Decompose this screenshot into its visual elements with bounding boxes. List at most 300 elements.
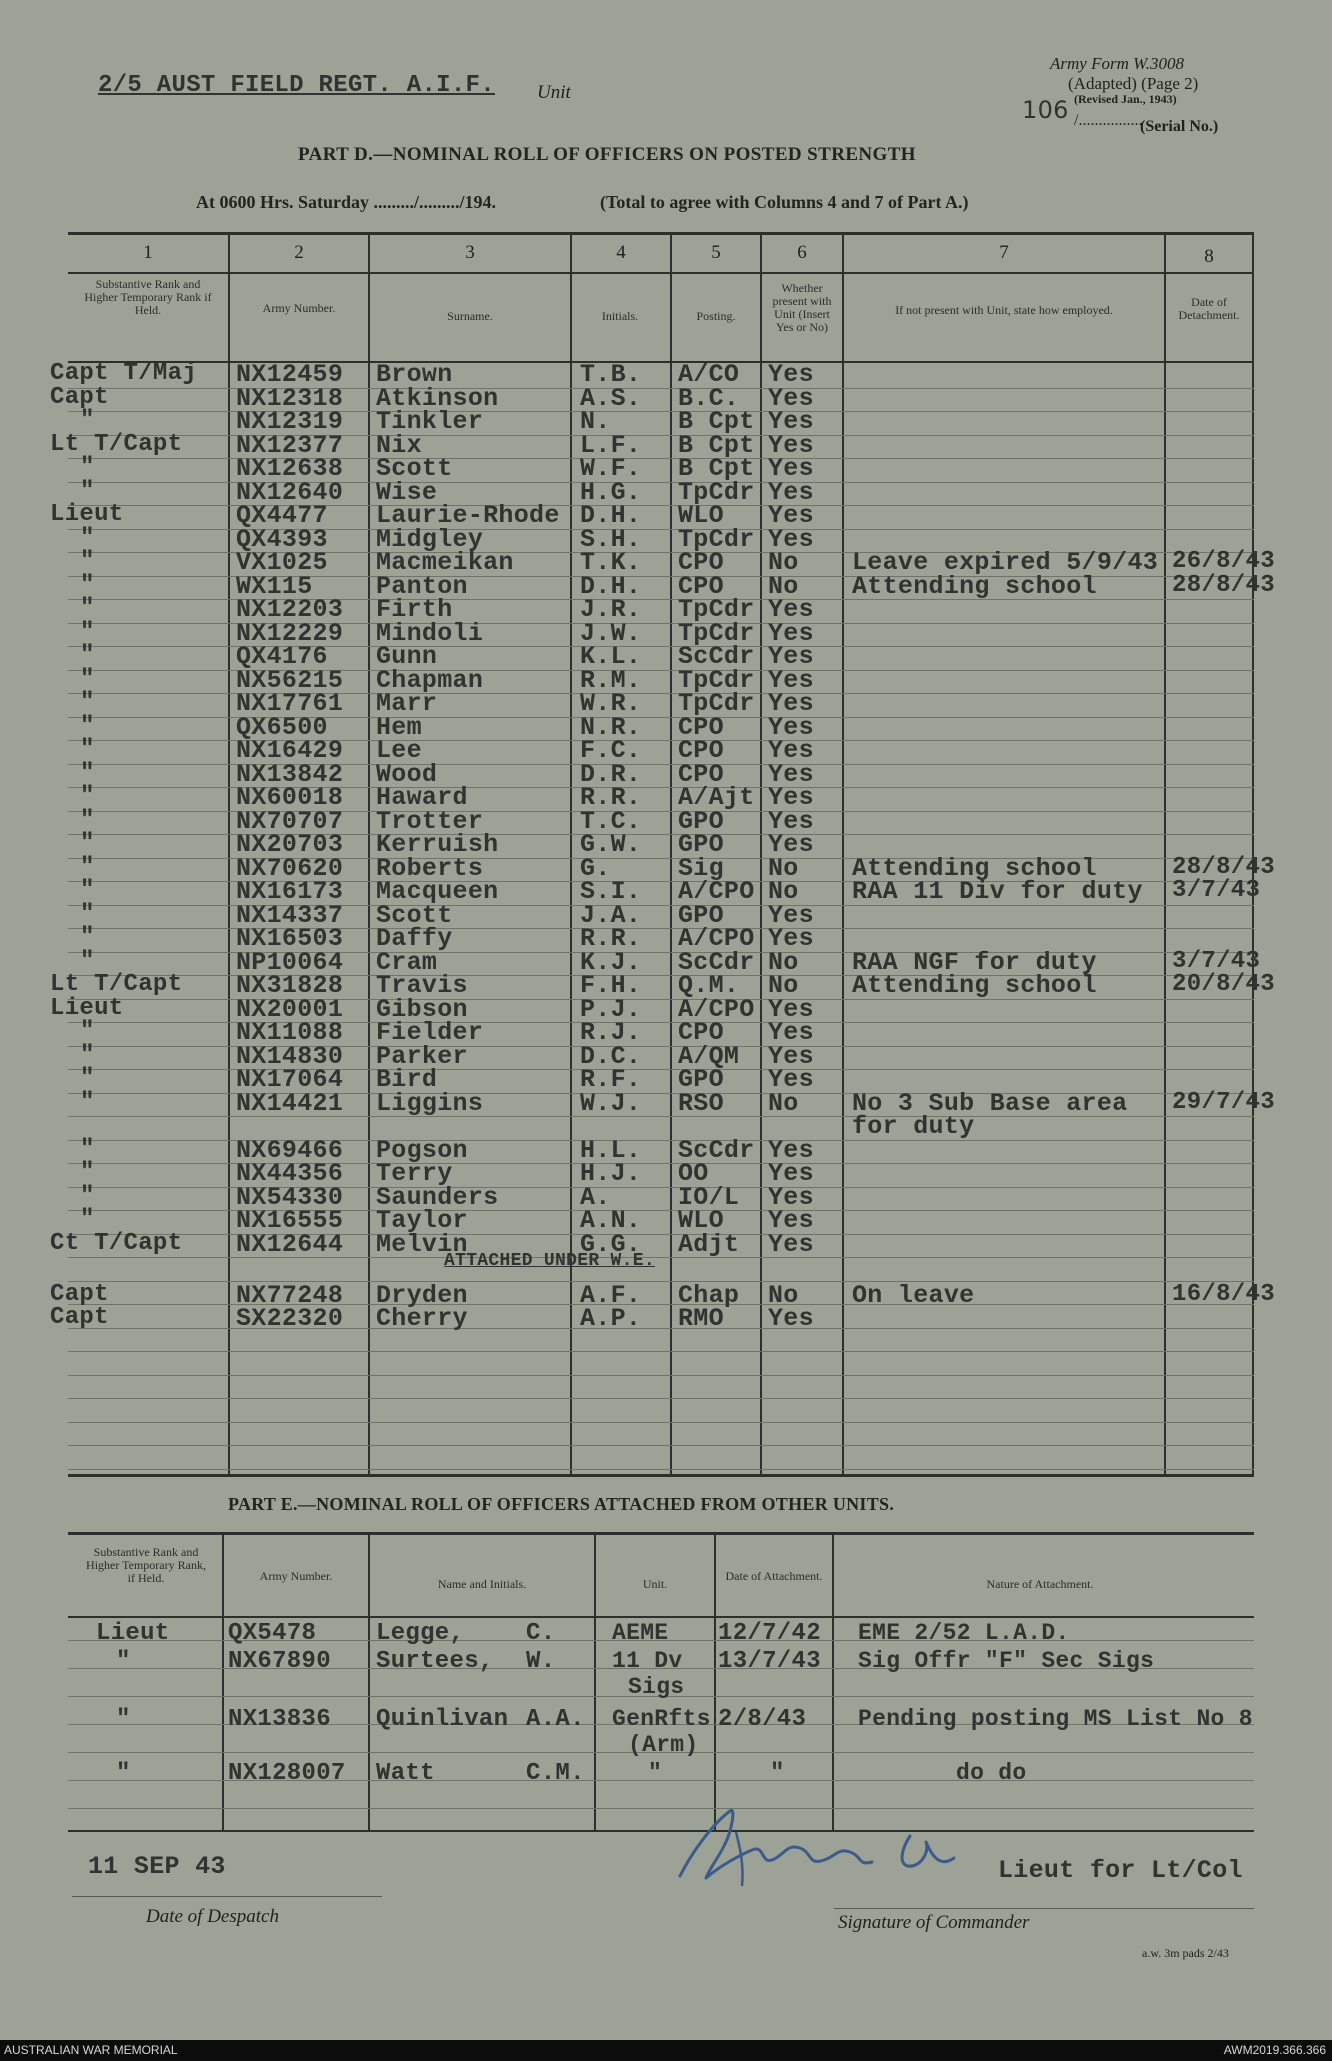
army-number-cell: QX5478 — [228, 1620, 317, 1647]
present-cell: No — [768, 548, 799, 577]
posting-cell: IO/L — [678, 1182, 740, 1212]
rank-cell: Lt T/Capt — [50, 971, 183, 998]
detachment-date-cell: 28/8/43 — [1172, 571, 1275, 599]
present-cell: Yes — [768, 1018, 814, 1047]
rank-cell: " — [80, 477, 95, 505]
initials-cell: J.W. — [580, 618, 642, 648]
col-number-1: 1 — [143, 242, 153, 263]
initials-cell: W.J. — [580, 1088, 642, 1118]
detachment-date-cell: 16/8/43 — [1172, 1280, 1275, 1308]
rank-cell: " — [80, 1182, 95, 1210]
surname-cell: Nix — [376, 430, 422, 460]
army-number-cell: QX4176 — [236, 642, 328, 671]
surname-cell: Panton — [376, 571, 468, 601]
unit-cell: AEME — [612, 1620, 669, 1646]
initials-cell: R.R. — [580, 924, 642, 953]
e-header-rank: Substantive Rank and Higher Temporary Rank, if Held. — [86, 1545, 206, 1585]
army-number-cell: NX54330 — [236, 1182, 344, 1212]
rank-cell: Ct T/Capt — [50, 1229, 183, 1257]
present-cell: Yes — [768, 1206, 814, 1235]
present-cell: Yes — [768, 665, 814, 695]
army-number-cell: NX12203 — [236, 595, 344, 624]
rank-cell: Lt T/Capt — [50, 430, 183, 458]
army-number-cell: NX31828 — [236, 971, 344, 1000]
initials-cell: R.M. — [580, 665, 642, 695]
posting-cell: OO — [678, 1159, 709, 1188]
rank-cell: " — [80, 806, 95, 834]
army-number-cell: NX16173 — [236, 877, 344, 906]
posting-cell: A/CPO — [678, 924, 755, 953]
attached-under-label: ATTACHED UNDER W.E. — [444, 1251, 655, 1271]
surname-cell: Tinkler — [376, 407, 484, 436]
present-cell: Yes — [768, 501, 814, 530]
total-line: (Total to agree with Columns 4 and 7 of Part A.) — [600, 192, 969, 212]
rank-cell: " — [80, 689, 95, 716]
initials-cell: W.R. — [580, 689, 642, 718]
present-cell: Yes — [768, 759, 814, 789]
army-number-cell: NX12459 — [236, 360, 344, 389]
initials-cell: J.A. — [580, 900, 642, 930]
rank-cell: " — [80, 665, 95, 693]
initials-cell: F.C. — [580, 736, 642, 765]
army-number-cell: NX14830 — [236, 1041, 344, 1071]
army-number-cell: NX17064 — [236, 1065, 344, 1094]
army-number-cell: NX12318 — [236, 383, 344, 413]
rank-cell: " — [80, 548, 95, 575]
posting-cell: A/CPO — [678, 994, 755, 1024]
rank-cell: " — [80, 1135, 95, 1163]
surname-cell: Cherry — [376, 1304, 468, 1333]
name-cell: Watt — [376, 1760, 435, 1787]
rank-cell: " — [80, 712, 95, 740]
surname-cell: Taylor — [376, 1206, 468, 1235]
army-number-cell: NX12229 — [236, 618, 344, 648]
rank-cell: " — [80, 783, 95, 810]
initials-cell: H.J. — [580, 1159, 642, 1188]
present-cell: No — [768, 877, 799, 906]
initials-cell: J.R. — [580, 595, 642, 624]
detachment-date-cell: 29/7/43 — [1172, 1088, 1275, 1116]
present-cell: Yes — [768, 1159, 814, 1188]
unit-cell: 11 Dv — [612, 1648, 683, 1674]
army-number-cell: NX13842 — [236, 759, 344, 789]
rank-cell: Capt — [50, 1304, 109, 1331]
e-header-nature: Nature of Attachment. — [986, 1577, 1094, 1591]
employment-cell: RAA 11 Div for duty — [852, 877, 1143, 906]
initials-cell: G.G. — [580, 1229, 642, 1259]
initials-cell: R.J. — [580, 1018, 642, 1047]
posting-cell: A/CO — [678, 360, 740, 389]
surname-cell: Terry — [376, 1159, 453, 1188]
nature-cell: Pending posting MS List No 8 — [858, 1706, 1253, 1732]
surname-cell: Firth — [376, 595, 453, 624]
surname-cell: Marr — [376, 689, 438, 718]
army-number-cell: NX67890 — [228, 1648, 331, 1675]
header-detachment-date: Date of Detachment. — [1178, 295, 1240, 322]
present-cell: Yes — [768, 806, 814, 836]
rank-cell: " — [80, 454, 95, 481]
posting-cell: CPO — [678, 736, 724, 765]
initials-cell: G. — [580, 853, 611, 883]
attachment-date-cell: " — [770, 1760, 785, 1787]
army-number-cell: NX20001 — [236, 994, 344, 1024]
rank-cell: Lieut — [50, 501, 124, 528]
initials-cell: D.C. — [580, 1041, 642, 1071]
posting-cell: B Cpt — [678, 407, 755, 436]
rank-cell: " — [80, 1088, 95, 1116]
posting-cell: A/CPO — [678, 877, 755, 906]
army-number-cell: NX77248 — [236, 1280, 344, 1310]
initials-cell: T.C. — [580, 806, 642, 836]
present-cell: Yes — [768, 1304, 814, 1333]
rank-cell: " — [80, 1159, 95, 1186]
header-employment: If not present with Unit, state how employed. — [895, 303, 1113, 317]
present-cell: Yes — [768, 407, 814, 436]
archive-right: AWM2019.366.366 — [1223, 2043, 1326, 2057]
detachment-date-cell: 26/8/43 — [1172, 548, 1275, 575]
rank-cell: Lieut — [96, 1620, 170, 1647]
detachment-date-cell: 20/8/43 — [1172, 971, 1275, 998]
surname-cell: Travis — [376, 971, 468, 1000]
surname-cell: Daffy — [376, 924, 453, 953]
col-number-8: 8 — [1204, 246, 1214, 267]
present-cell: Yes — [768, 736, 814, 765]
surname-cell: Brown — [376, 360, 453, 389]
header-posting: Posting. — [696, 309, 736, 323]
initials-cell: K.J. — [580, 947, 642, 977]
posting-cell: TpCdr — [678, 665, 755, 695]
detachment-date-cell: 28/8/43 — [1172, 853, 1275, 881]
army-number-cell: NX56215 — [236, 665, 344, 695]
present-cell: Yes — [768, 783, 814, 812]
initials-cell: H.G. — [580, 477, 642, 507]
posting-cell: CPO — [678, 548, 724, 577]
employment-cell: No 3 Sub Base area — [852, 1088, 1128, 1118]
surname-cell: Macmeikan — [376, 548, 514, 577]
surname-cell: Pogson — [376, 1135, 468, 1165]
surname-cell: Gibson — [376, 994, 468, 1024]
surname-cell: Atkinson — [376, 383, 499, 413]
initials-cell: D.H. — [580, 501, 642, 530]
army-number-cell: NX70707 — [236, 806, 344, 836]
posting-cell: B Cpt — [678, 430, 755, 460]
present-cell: Yes — [768, 360, 814, 389]
at-line: At 0600 Hrs. Saturday ........./........./194. — [196, 192, 497, 212]
e-header-unit: Unit. — [642, 1577, 668, 1591]
present-cell: Yes — [768, 994, 814, 1024]
unit-cell-line2: Sigs — [628, 1674, 685, 1700]
rank-cell: " — [80, 1041, 95, 1069]
col-number-3: 3 — [465, 242, 475, 263]
posting-cell: B Cpt — [678, 454, 755, 483]
employment-cell: Attending school — [852, 571, 1097, 601]
posting-cell: A/Ajt — [678, 783, 755, 812]
initials-cell: N. — [580, 407, 611, 436]
present-cell: Yes — [768, 430, 814, 460]
initials-cell: D.R. — [580, 759, 642, 789]
army-number-cell: NX14337 — [236, 900, 344, 930]
surname-cell: Kerruish — [376, 830, 499, 859]
present-cell: No — [768, 853, 799, 883]
rank-cell: " — [116, 1648, 131, 1675]
adapted-label: (Adapted) (Page 2) — [1068, 74, 1199, 93]
army-number-cell: NX14421 — [236, 1088, 344, 1118]
posting-cell: B.C. — [678, 383, 740, 413]
signature-typed: Lieut for Lt/Col — [998, 1856, 1243, 1885]
initials-cell: T.B. — [580, 360, 642, 389]
name-cell: Quinlivan — [376, 1706, 509, 1733]
present-cell: Yes — [768, 712, 814, 742]
rank-cell: " — [80, 642, 95, 669]
rank-cell: Capt T/Maj — [50, 360, 198, 387]
initials-cell: A. — [580, 1182, 611, 1212]
surname-cell: Hem — [376, 712, 422, 742]
posting-cell: CPO — [678, 712, 724, 742]
serial-dots: /................ — [1074, 112, 1143, 129]
army-number-cell: NX12377 — [236, 430, 344, 460]
army-number-cell: QX4393 — [236, 524, 328, 554]
surname-cell: Cram — [376, 947, 438, 977]
header-present: Whether present with Unit (Insert Yes or No) — [772, 281, 832, 334]
posting-cell: CPO — [678, 759, 724, 789]
initials-cell: A.P. — [580, 1304, 642, 1333]
part-e-title: PART E.—NOMINAL ROLL OF OFFICERS ATTACHED FROM OTHER UNITS. — [228, 1494, 895, 1514]
initials-cell: L.F. — [580, 430, 642, 460]
posting-cell: ScCdr — [678, 1135, 755, 1165]
initials-cell: K.L. — [580, 642, 642, 671]
army-number-cell: NX12640 — [236, 477, 344, 507]
serial-label: (Serial No.) — [1140, 118, 1219, 135]
initials-cell: S.H. — [580, 524, 642, 554]
header-army-number: Army Number. — [262, 301, 336, 315]
army-number-cell: NX44356 — [236, 1159, 344, 1188]
army-number-cell: QX6500 — [236, 712, 328, 742]
employment-cell: for duty — [852, 1112, 975, 1141]
present-cell: Yes — [768, 454, 814, 483]
posting-cell: Chap — [678, 1280, 740, 1310]
surname-cell: Chapman — [376, 665, 484, 695]
initials-cell: S.I. — [580, 877, 642, 906]
present-cell: Yes — [768, 595, 814, 624]
present-cell: Yes — [768, 830, 814, 859]
army-number-cell: QX4477 — [236, 501, 328, 530]
initials-cell: F.H. — [580, 971, 642, 1000]
nature-cell: Sig Offr "F" Sec Sigs — [858, 1648, 1155, 1674]
army-number-cell: NX12638 — [236, 454, 344, 483]
signature-label: Signature of Commander — [838, 1912, 1030, 1933]
posting-cell: WLO — [678, 501, 724, 530]
initials-cell: A.N. — [580, 1206, 642, 1235]
print-code: a.w. 3m pads 2/43 — [1142, 1946, 1229, 1960]
unit-typed: 2/5 AUST FIELD REGT. A.I.F. — [98, 72, 495, 99]
posting-cell: GPO — [678, 830, 724, 859]
posting-cell: Q.M. — [678, 971, 740, 1000]
employment-cell: Attending school — [852, 971, 1097, 1000]
rank-cell: Capt — [50, 1280, 109, 1308]
initials-cell: N.R. — [580, 712, 642, 742]
surname-cell: Gunn — [376, 642, 438, 671]
surname-cell: Wise — [376, 477, 438, 507]
army-number-cell: NX16555 — [236, 1206, 344, 1235]
employment-cell: Leave expired 5/9/43 — [852, 548, 1159, 577]
initials-cell: A.F. — [580, 1280, 642, 1310]
posting-cell: TpCdr — [678, 689, 755, 718]
unit-cell-line2: (Arm) — [628, 1732, 699, 1758]
surname-cell: Saunders — [376, 1182, 499, 1212]
present-cell: Yes — [768, 900, 814, 930]
rank-cell: Lieut — [50, 994, 124, 1022]
surname-cell: Wood — [376, 759, 438, 789]
attachment-date-cell: 12/7/42 — [718, 1620, 821, 1647]
army-number-cell: NX16429 — [236, 736, 344, 765]
posting-cell: CPO — [678, 571, 724, 601]
army-number-cell: SX22320 — [236, 1304, 344, 1333]
present-cell: Yes — [768, 1182, 814, 1212]
initials-cell: C.M. — [526, 1760, 585, 1787]
rank-cell: " — [80, 595, 95, 622]
posting-cell: TpCdr — [678, 477, 755, 507]
col-number-2: 2 — [294, 242, 304, 263]
despatch-date: 11 SEP 43 — [88, 1852, 226, 1881]
present-cell: No — [768, 947, 799, 977]
rank-cell: " — [80, 618, 95, 646]
rank-cell: " — [80, 524, 95, 552]
present-cell: Yes — [768, 642, 814, 671]
present-cell: Yes — [768, 1041, 814, 1071]
surname-cell: Haward — [376, 783, 468, 812]
army-number-cell: NX70620 — [236, 853, 344, 883]
surname-cell: Lee — [376, 736, 422, 765]
army-number-cell: NX12319 — [236, 407, 344, 436]
present-cell: Yes — [768, 1229, 814, 1259]
army-number-cell: NX11088 — [236, 1018, 344, 1047]
present-cell: No — [768, 571, 799, 601]
initials-cell: A.S. — [580, 383, 642, 413]
surname-cell: Parker — [376, 1041, 468, 1071]
e-header-army-number: Army Number. — [259, 1569, 333, 1583]
surname-cell: Bird — [376, 1065, 438, 1094]
nature-cell: do do — [956, 1760, 1027, 1786]
posting-cell: GPO — [678, 900, 724, 930]
rank-cell: " — [116, 1760, 131, 1787]
rank-cell: " — [80, 947, 95, 975]
posting-cell: Sig — [678, 853, 724, 883]
posting-cell: WLO — [678, 1206, 724, 1235]
posting-cell: TpCdr — [678, 524, 755, 554]
present-cell: Yes — [768, 924, 814, 953]
rank-cell: " — [80, 1065, 95, 1092]
present-cell: Yes — [768, 1065, 814, 1094]
attachment-date-cell: 13/7/43 — [718, 1648, 821, 1675]
surname-cell: Laurie-Rhode — [376, 501, 560, 530]
initials-cell: W. — [526, 1648, 556, 1675]
nature-cell: EME 2/52 L.A.D. — [858, 1620, 1070, 1646]
present-cell: No — [768, 1280, 799, 1310]
rank-cell: Capt — [50, 383, 109, 411]
posting-cell: ScCdr — [678, 642, 755, 671]
present-cell: Yes — [768, 1135, 814, 1165]
initials-cell: A.A. — [526, 1706, 585, 1733]
name-cell: Legge, — [376, 1620, 465, 1647]
archive-left: AUSTRALIAN WAR MEMORIAL — [4, 2043, 178, 2057]
posting-cell: TpCdr — [678, 618, 755, 648]
rank-cell: " — [80, 853, 95, 881]
attachment-date-cell: 2/8/43 — [718, 1706, 807, 1733]
rank-cell: " — [116, 1706, 131, 1733]
posting-cell: GPO — [678, 806, 724, 836]
army-number-cell: NX60018 — [236, 783, 344, 812]
despatch-label: Date of Despatch — [146, 1906, 279, 1927]
surname-cell: Melvin — [376, 1229, 468, 1259]
rank-cell: " — [80, 924, 95, 951]
posting-cell: CPO — [678, 1018, 724, 1047]
initials-cell: R.F. — [580, 1065, 642, 1094]
surname-cell: Mindoli — [376, 618, 484, 648]
unit-cell: " — [648, 1760, 663, 1786]
rank-cell: " — [80, 407, 95, 434]
army-number-cell: NP10064 — [236, 947, 344, 977]
posting-cell: Adjt — [678, 1229, 740, 1259]
posting-cell: ScCdr — [678, 947, 755, 977]
initials-cell: D.H. — [580, 571, 642, 601]
surname-cell: Trotter — [376, 806, 484, 836]
surname-cell: Scott — [376, 900, 453, 930]
e-header-date: Date of Attachment. — [725, 1569, 823, 1583]
army-number-cell: NX69466 — [236, 1135, 344, 1165]
posting-cell: A/QM — [678, 1041, 740, 1071]
rank-cell: " — [80, 571, 95, 599]
initials-cell: P.J. — [580, 994, 642, 1024]
col-number-7: 7 — [999, 242, 1009, 263]
initials-cell: C. — [526, 1620, 556, 1647]
army-number-cell: NX12644 — [236, 1229, 344, 1259]
detachment-date-cell: 3/7/43 — [1172, 877, 1261, 904]
rank-cell: " — [80, 1206, 95, 1233]
header-surname: Surname. — [447, 309, 493, 323]
surname-cell: Midgley — [376, 524, 484, 554]
posting-cell: RSO — [678, 1088, 724, 1118]
col-number-6: 6 — [797, 242, 807, 263]
posting-cell: GPO — [678, 1065, 724, 1094]
header-rank: Substantive Rank and Higher Temporary Rank if Held. — [84, 277, 212, 317]
army-number-cell: NX16503 — [236, 924, 344, 953]
initials-cell: H.L. — [580, 1135, 642, 1165]
army-number-cell: NX20703 — [236, 830, 344, 859]
present-cell: Yes — [768, 477, 814, 507]
unit-label: Unit — [537, 82, 571, 103]
surname-cell: Dryden — [376, 1280, 468, 1310]
name-cell: Surtees, — [376, 1648, 494, 1675]
posting-cell: TpCdr — [678, 595, 755, 624]
e-header-name: Name and Initials. — [437, 1577, 527, 1591]
employment-cell: Attending school — [852, 853, 1097, 883]
surname-cell: Roberts — [376, 853, 484, 883]
rank-cell: " — [80, 736, 95, 763]
serial-number: 106 — [1022, 96, 1069, 124]
present-cell: Yes — [768, 524, 814, 554]
archive-strip — [0, 2040, 1332, 2061]
surname-cell: Macqueen — [376, 877, 499, 906]
header-initials: Initials. — [601, 309, 639, 323]
part-d-title: PART D.—NOMINAL ROLL OF OFFICERS ON POSTED STRENGTH — [298, 144, 916, 165]
col-number-4: 4 — [616, 242, 626, 263]
rank-cell: " — [80, 900, 95, 928]
initials-cell: G.W. — [580, 830, 642, 859]
present-cell: Yes — [768, 383, 814, 413]
rank-cell: " — [80, 830, 95, 857]
army-number-cell: NX13836 — [228, 1706, 331, 1733]
surname-cell: Scott — [376, 454, 453, 483]
